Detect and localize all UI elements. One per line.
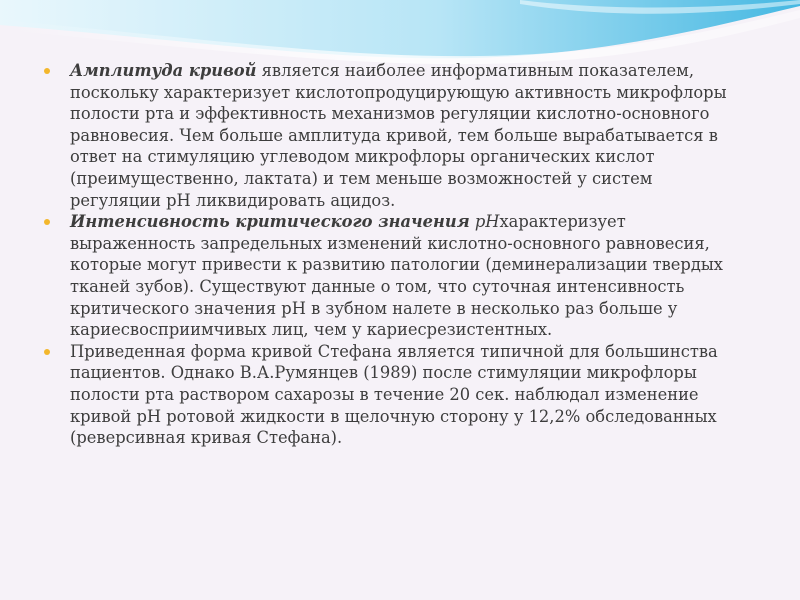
bullet-dot-icon <box>44 349 50 355</box>
bullet-dot-icon <box>44 219 50 225</box>
bullet-italic-term: pH <box>469 212 500 232</box>
bullet-emphasis: Интенсивность критического значения <box>70 212 470 232</box>
bullet-dot-icon <box>44 68 50 74</box>
bullet-item-1 <box>44 60 744 211</box>
bullet-emphasis: Амплитуда кривой <box>70 61 257 80</box>
bullet-text: является наиболее информативным показателем, поскольку характеризует кислотопродуцирующую активность микрофлоры полости рта и эффективность механизмов регуляции кислотно-основного равновесия. Чем больше амплитуда кривой, тем больше вырабатывается в ответ на стимуляцию углеводом микрофлоры органических кислот (преимущественно, лактата) и тем меньше возможностей у систем регуляции pH ликвидировать ацидоз. <box>70 61 727 210</box>
bullet-text: характеризует выраженность запредельных изменений кислотно-основного равновесия, которые могут привести к развитию патологии (деминерализации твердых тканей зубов). Существуют данные о том, что суточная интенсивность критического значения pH в зубном налете в несколько раз больше у кариесвосприимчивых лиц, чем у кариесрезистентных. <box>70 212 723 340</box>
bullet-item-2 <box>44 211 744 341</box>
bullet-text: Приведенная форма кривой Стефана является типичной для большинства пациентов. Однако В.А.Румянцев (1989) после стимуляции микрофлоры полости рта раствором сахарозы в течение 20 сек. наблюдал изменение кривой pH ротовой жидкости в щелочную сторону у 12,2% обследованных (реверсивная кривая Стефана). <box>70 341 718 448</box>
bullet-item-3 <box>44 341 744 449</box>
bullet-list <box>44 60 744 449</box>
